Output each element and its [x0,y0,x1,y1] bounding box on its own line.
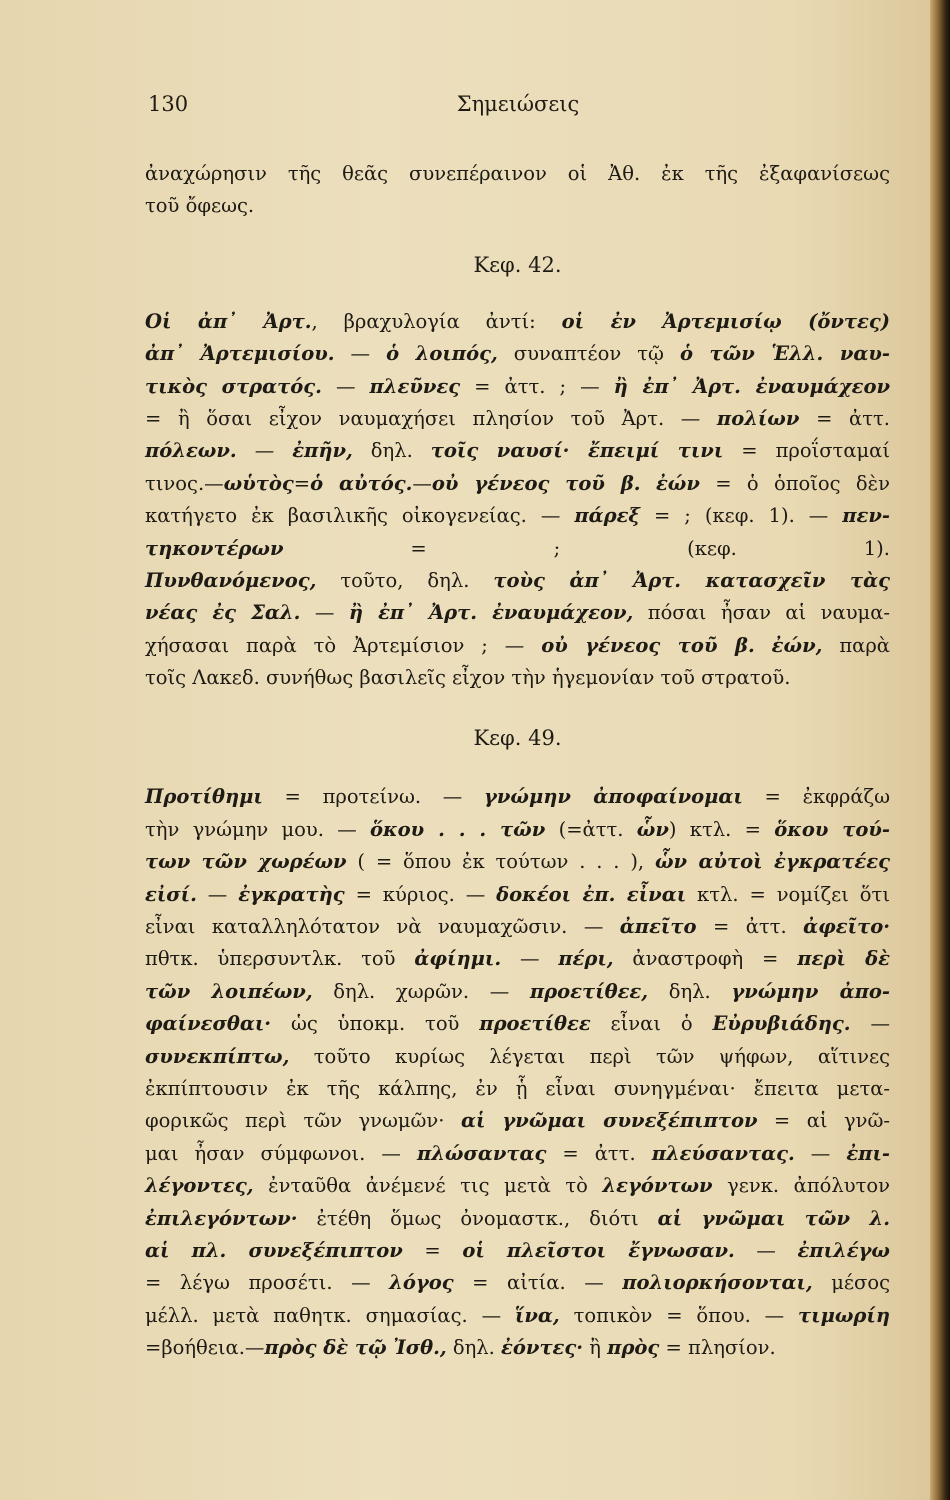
gloss-text: (=ἀττ. [545,817,637,841]
gloss-text: , βραχυλογία ἀντί: [311,309,562,333]
gloss-text: δηλ. [446,1336,502,1360]
lemma-term: οἱ πλεῖστοι ἔγνωσαν. [462,1238,735,1262]
gloss-text: = ; (κεφ. 1). — [639,504,843,528]
lemma-term: αἱ γνῶμαι συνεξέπιπτον [460,1109,758,1133]
lemma-term: ἐών, [771,633,823,657]
lemma-term: ὁ τῶν Ἑλλ. ναυ- [679,342,890,366]
text-line [145,943,890,975]
gloss-text: — [300,601,349,625]
gloss-text: — [236,439,293,463]
gloss-text: εἶναι καταλληλότατον νὰ ναυμαχῶσιν. — [145,915,620,939]
gloss-text: = ἢ ὅσαι εἶχον ναυμαχήσει πλησίον τοῦ Ἀρτ. — [145,406,717,430]
lemma-term: ὁ λοιπός, [386,342,498,366]
gloss-text: = ἐκφράζω [742,785,890,809]
gloss-text: — [501,947,559,971]
text-line [145,1300,890,1332]
text-line [145,1105,890,1137]
lemma-term: ἐόντες· [501,1336,584,1360]
lemma-term: περὶ δὲ [797,947,891,971]
gloss-text: κατήγετο ἐκ βασιλικῆς οἰκογενείας. — [145,504,575,528]
gloss-text: κτλ. = νομίζει ὅτι [686,882,890,906]
text-line [145,879,890,911]
text-line [145,1008,890,1040]
body-text [145,158,890,1365]
lemma-term: ὧν [636,817,669,841]
text-line [145,565,890,597]
lemma-term: ἀφίημι. [414,947,502,971]
gloss-text: — [321,374,370,398]
gloss-text: τοῦ ὄφεως. [145,194,255,218]
text-line [145,781,890,813]
gloss-text: ἐτέθη ὅμως ὀνομαστκ., διότι [297,1206,658,1230]
gloss-text: χήσασαι παρὰ τὸ Ἀρτεμίσιον ; — [145,633,542,657]
text-line [145,190,890,222]
lemma-term: ἐγκρατὴς [238,882,345,906]
text-line [145,976,890,1008]
gloss-text: = πλησίον. [659,1336,776,1360]
text-line [145,1267,890,1299]
gloss-text: — [412,471,432,495]
page-number: 130 [148,92,189,116]
gloss-text: = προΐσταμαί [723,439,890,463]
text-line [145,597,890,629]
lemma-term: ἀπ᾽ Ἀρτεμισίου. [145,342,335,366]
text-line [145,468,890,500]
lemma-term: ἐπῆν, [292,439,353,463]
lemma-term: πολίων [716,406,800,430]
lemma-term: τιμωρίη [798,1303,890,1327]
text-line [145,533,890,565]
lemma-term: οἱ ἐν Ἀρτεμισίῳ (ὄντες) [561,309,890,333]
gloss-text: = ἀττ. ; — [460,374,614,398]
lemma-term: ἵνα, [514,1303,560,1327]
gloss-text: = ὁ ὁποῖος δὲν [699,471,890,495]
gloss-text: ἀναχώρησιν τῆς θεᾶς συνεπέραινον οἱ Ἀθ. ἐκ τῆς ἐξαφανίσεως [145,162,890,185]
gloss-text: ) κτλ. = [668,817,775,841]
gloss-text: δηλ. [648,979,732,1003]
gloss-text: = ἀττ. [799,406,890,430]
gloss-text: = [293,471,311,495]
notes-chapter-42 [145,306,890,695]
gloss-text: συναπτέον τῷ [497,342,680,366]
text-line [145,814,890,846]
lemma-term: πεν- [842,504,890,528]
lemma-term: προετίθεε [479,1012,591,1036]
gloss-text: τοπικὸν = ὅπου. — [559,1303,799,1327]
chapter-heading-42: Κεφ. 42. [473,252,562,277]
gloss-text [641,472,656,495]
lemma-term: ἀφεῖτο· [803,915,890,939]
lemma-term: δοκέοι ἐπ. εἶναι [496,882,687,906]
text-line [145,662,890,694]
gloss-text: πόσαι ἦσαν αἱ ναυμα- [633,601,890,625]
lemma-term: ἐπιλέγω [797,1238,890,1262]
lemma-term: γνώμην ἀπο- [731,979,890,1003]
lemma-term: ἢ ἐπ᾽ Ἀρτ. ἐναυμάχεον [613,374,891,398]
notes-chapter-49 [145,781,890,1364]
lemma-term: αἱ πλ. συνεξέπιπτον [145,1238,403,1262]
text-line [145,306,890,338]
lemma-term: τῶν λοιπέων, [145,979,313,1003]
lemma-term: πόλεων. [145,439,237,463]
text-line [145,1138,890,1170]
lemma-term: ὧν αὐτοὶ ἐγκρατέες [654,850,891,874]
gloss-text: φορικῶς περὶ τῶν γνωμῶν· [145,1109,461,1133]
lemma-term: πλώσαντας [416,1141,547,1165]
text-line [145,500,890,532]
lemma-term: των τῶν χωρέων [145,850,347,874]
gloss-text: = κύριος. — [344,882,497,906]
text-line [145,435,890,467]
gloss-text: ἀναστροφὴ = [613,947,798,971]
lemma-term: συνεκπίπτω, [145,1044,290,1068]
lemma-term: γνώμην ἀποφαίνομαι [483,785,743,809]
text-line [145,158,890,190]
lemma-term: ἐών [655,471,700,495]
lemma-term: ἢ ἐπ᾽ Ἀρτ. ἐναυμάχεον, [348,601,634,625]
lemma-term: νέας ἐς Σαλ. [145,601,301,625]
book-spine [930,0,950,1500]
lemma-term: πέρι, [558,947,614,971]
gloss-text: τινος.— [145,471,224,495]
gloss-text: εἶναι ὁ [590,1012,713,1036]
gloss-text: ἐνταῦθα ἀνέμενέ τις μετὰ τὸ [253,1174,603,1198]
lemma-term: πλεύσαντας. [651,1141,795,1165]
lemma-term: Οἱ ἀπ᾽ Ἀρτ. [145,309,312,333]
gloss-text: δηλ. χωρῶν. — [312,979,530,1003]
gloss-text: = αἰτία. — [453,1271,623,1295]
gloss-text: πθτκ. ὑπερσυντλκ. τοῦ [145,947,415,971]
running-title: Σημειώσεις [456,92,580,116]
lemma-term: προετίθεε, [529,979,649,1003]
text-line [145,1170,890,1202]
lemma-term: ὅκου . . . τῶν [370,817,546,841]
gloss-text: = προτείνω. — [262,785,484,809]
gloss-text: δηλ. [352,439,431,463]
text-line [145,1235,890,1267]
lemma-term: πολιορκήσονται, [622,1271,813,1295]
gloss-text: τοῦτο κυρίως λέγεται περὶ τῶν ψήφων, αἵτινες [289,1044,890,1068]
gloss-text: ( = ὅπου ἐκ τούτων . . . ), [346,850,655,874]
text-line [145,911,890,943]
text-line [145,1203,890,1235]
lemma-term: Προτίθημι [145,785,263,809]
lemma-term: Πυνθανόμενος, [145,568,317,592]
lemma-term: Εὐρυβιάδης. [712,1012,851,1036]
lemma-term: ὁ αὐτός. [310,471,413,495]
text-line [145,1332,890,1364]
lemma-term: φαίνεσθαι· [145,1012,272,1036]
gloss-text: — [850,1012,890,1036]
intro-paragraph [145,158,890,223]
lemma-term: λόγος [389,1271,454,1295]
gloss-text: — [734,1238,798,1262]
gloss-text: ὡς ὑποκμ. τοῦ [271,1012,480,1036]
gloss-text: παρὰ [822,633,890,657]
gloss-text: ἐκπίπτουσιν ἐκ τῆς κάλπης, ἐν ᾗ εἶναι συνηγμέναι· ἔπειτα μετα- [145,1076,890,1100]
lemma-term: εἰσί. [145,882,197,906]
gloss-text: — [196,882,239,906]
text-line [145,1073,890,1105]
lemma-term: ἐπιλεγόντων· [145,1206,298,1230]
lemma-term: τικὸς στρατός. [145,374,322,398]
gloss-text: τοῦτο, δηλ. [316,568,494,592]
lemma-term: αἱ γνῶμαι τῶν λ. [657,1206,890,1230]
gloss-text: = ἀττ. [696,915,804,939]
lemma-term: τηκοντέρων [145,536,284,560]
lemma-term: ὅκου τού- [774,817,891,841]
lemma-term: ἀπεῖτο [619,915,697,939]
gloss-text: τοῖς Λακεδ. συνήθως βασιλεῖς εἶχον τὴν ἡγεμονίαν τοῦ στρατοῦ. [145,666,791,690]
lemma-term: τοῖς ναυσί· ἔπειμί τινι [430,439,724,463]
gloss-text: — [334,342,387,366]
text-line [145,371,890,403]
lemma-term: τοὺς ἀπ᾽ Ἀρτ. κατασχεῖν τὰς [493,568,890,592]
gloss-text: = λέγω προσέτι. — [145,1271,390,1295]
lemma-term: οὐ γένεος τοῦ β. [431,471,641,495]
lemma-term: πρὸς [607,1336,660,1360]
gloss-text [755,634,772,657]
page-header [148,92,888,122]
lemma-term: οὐ γένεος τοῦ β. [541,633,755,657]
gloss-text: = αἱ γνῶ- [757,1109,890,1133]
gloss-text: μαι ἦσαν σύμφωνοι. — [145,1141,417,1165]
gloss-text: =βοήθεια.— [145,1336,265,1360]
text-line [145,846,890,878]
gloss-text: μέσος [812,1271,891,1295]
lemma-term: πλεῦνες [369,374,461,398]
lemma-term: πρὸς δὲ τῷ Ἰσθ., [264,1336,447,1360]
gloss-text: = ; (κεφ. 1). [283,536,890,560]
gloss-text: μέλλ. μετὰ παθητκ. σημασίας. — [145,1303,515,1327]
lemma-term: λέγοντες, [145,1174,254,1198]
text-line [145,403,890,435]
text-line [145,1041,890,1073]
gloss-text: = ἀττ. [546,1141,652,1165]
gloss-text: γενκ. ἀπόλυτον [712,1174,891,1198]
gloss-text: τὴν γνώμην μου. — [145,817,371,841]
gloss-text: ἢ [583,1336,608,1360]
gloss-text: — [794,1141,847,1165]
lemma-term: πάρεξ [574,504,640,528]
gloss-text: = [402,1238,463,1262]
chapter-heading-49: Κεφ. 49. [473,726,562,751]
text-line [145,338,890,370]
text-line [145,630,890,662]
lemma-term: λεγόντων [602,1174,713,1198]
lemma-term: ωὑτὸς [223,471,294,495]
lemma-term: ἐπι- [846,1141,890,1165]
